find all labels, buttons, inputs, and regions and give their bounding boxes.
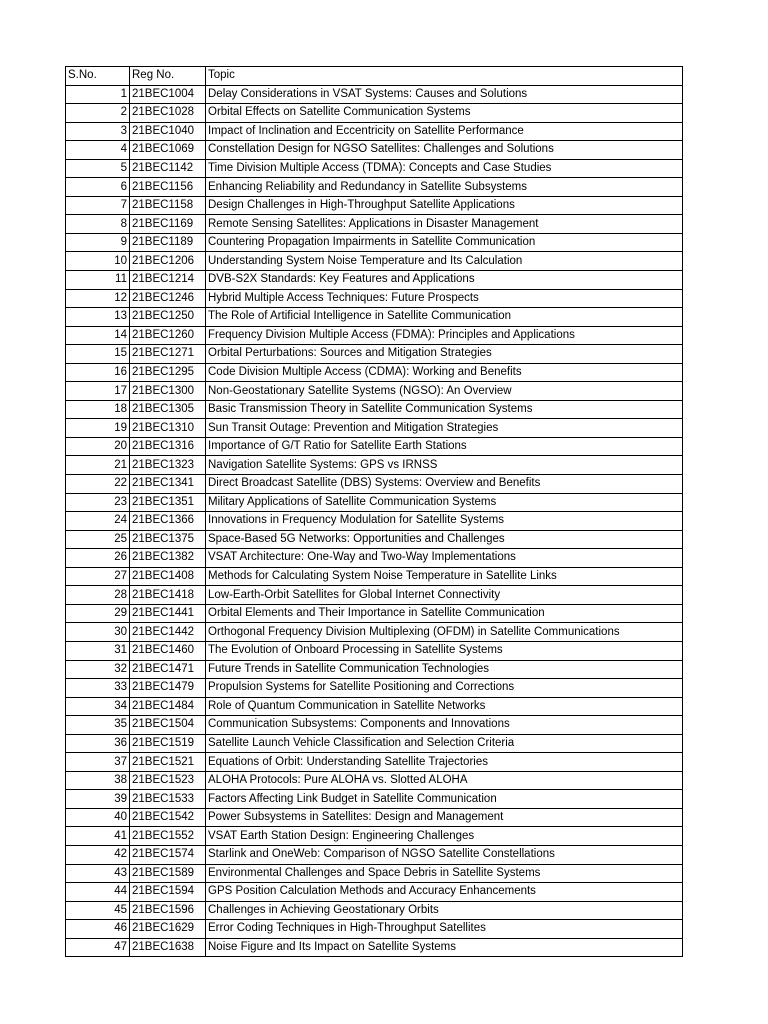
header-topic: Topic [206,67,683,86]
cell-topic: VSAT Architecture: One-Way and Two-Way Implementations [206,549,683,568]
cell-reg-no: 21BEC1408 [130,567,206,586]
cell-topic: Constellation Design for NGSO Satellites: Challenges and Solutions [206,141,683,160]
cell-sno: 21 [66,456,130,475]
cell-reg-no: 21BEC1028 [130,104,206,123]
cell-topic: Delay Considerations in VSAT Systems: Causes and Solutions [206,85,683,104]
cell-sno: 40 [66,808,130,827]
cell-topic: Future Trends in Satellite Communication Technologies [206,660,683,679]
cell-reg-no: 21BEC1206 [130,252,206,271]
cell-reg-no: 21BEC1521 [130,753,206,772]
cell-sno: 29 [66,604,130,623]
cell-reg-no: 21BEC1214 [130,271,206,290]
cell-reg-no: 21BEC1484 [130,697,206,716]
cell-topic: Sun Transit Outage: Prevention and Mitigation Strategies [206,419,683,438]
cell-sno: 22 [66,475,130,494]
cell-sno: 6 [66,178,130,197]
cell-sno: 45 [66,901,130,920]
cell-sno: 10 [66,252,130,271]
cell-reg-no: 21BEC1479 [130,679,206,698]
table-row [66,437,683,456]
cell-reg-no: 21BEC1142 [130,159,206,178]
cell-sno: 42 [66,845,130,864]
table-row [66,271,683,290]
cell-reg-no: 21BEC1351 [130,493,206,512]
cell-reg-no: 21BEC1629 [130,920,206,939]
cell-sno: 37 [66,753,130,772]
cell-reg-no: 21BEC1442 [130,623,206,642]
cell-sno: 8 [66,215,130,234]
cell-reg-no: 21BEC1504 [130,716,206,735]
table-row [66,808,683,827]
cell-topic: Innovations in Frequency Modulation for Satellite Systems [206,512,683,531]
cell-reg-no: 21BEC1382 [130,549,206,568]
table-row [66,104,683,123]
cell-topic: Orbital Effects on Satellite Communication Systems [206,104,683,123]
cell-reg-no: 21BEC1341 [130,475,206,494]
cell-topic: Impact of Inclination and Eccentricity on Satellite Performance [206,122,683,141]
table-row [66,567,683,586]
cell-topic: Direct Broadcast Satellite (DBS) Systems: Overview and Benefits [206,475,683,494]
cell-reg-no: 21BEC1596 [130,901,206,920]
cell-reg-no: 21BEC1519 [130,734,206,753]
table-row [66,734,683,753]
table-row [66,326,683,345]
cell-topic: Enhancing Reliability and Redundancy in Satellite Subsystems [206,178,683,197]
table-row [66,141,683,160]
cell-topic: Orthogonal Frequency Division Multiplexing (OFDM) in Satellite Communications [206,623,683,642]
cell-sno: 17 [66,382,130,401]
cell-reg-no: 21BEC1295 [130,363,206,382]
cell-reg-no: 21BEC1300 [130,382,206,401]
cell-sno: 46 [66,920,130,939]
cell-topic: Importance of G/T Ratio for Satellite Earth Stations [206,437,683,456]
table-row [66,604,683,623]
table-row [66,493,683,512]
cell-sno: 33 [66,679,130,698]
cell-sno: 25 [66,530,130,549]
cell-reg-no: 21BEC1323 [130,456,206,475]
table-row [66,753,683,772]
cell-reg-no: 21BEC1310 [130,419,206,438]
cell-reg-no: 21BEC1418 [130,586,206,605]
cell-topic: The Role of Artificial Intelligence in Satellite Communication [206,308,683,327]
cell-topic: ALOHA Protocols: Pure ALOHA vs. Slotted ALOHA [206,771,683,790]
cell-topic: Time Division Multiple Access (TDMA): Concepts and Case Studies [206,159,683,178]
cell-reg-no: 21BEC1542 [130,808,206,827]
cell-sno: 27 [66,567,130,586]
cell-topic: Design Challenges in High-Throughput Satellite Applications [206,196,683,215]
header-row [66,67,683,86]
cell-sno: 1 [66,85,130,104]
cell-topic: Communication Subsystems: Components and Innovations [206,716,683,735]
cell-topic: Satellite Launch Vehicle Classification and Selection Criteria [206,734,683,753]
table-row [66,697,683,716]
cell-reg-no: 21BEC1156 [130,178,206,197]
table-row [66,196,683,215]
table-row [66,512,683,531]
cell-sno: 5 [66,159,130,178]
cell-reg-no: 21BEC1189 [130,233,206,252]
table-row [66,252,683,271]
cell-sno: 19 [66,419,130,438]
cell-reg-no: 21BEC1441 [130,604,206,623]
cell-reg-no: 21BEC1246 [130,289,206,308]
table-row [66,641,683,660]
cell-topic: Basic Transmission Theory in Satellite Communication Systems [206,400,683,419]
table-row [66,400,683,419]
cell-sno: 41 [66,827,130,846]
cell-topic: Role of Quantum Communication in Satellite Networks [206,697,683,716]
table-row [66,178,683,197]
table-row [66,920,683,939]
cell-reg-no: 21BEC1523 [130,771,206,790]
cell-topic: Space-Based 5G Networks: Opportunities and Challenges [206,530,683,549]
cell-topic: Orbital Elements and Their Importance in Satellite Communication [206,604,683,623]
cell-sno: 12 [66,289,130,308]
cell-sno: 30 [66,623,130,642]
table-row [66,215,683,234]
table-row [66,716,683,735]
cell-sno: 7 [66,196,130,215]
table-row [66,827,683,846]
cell-sno: 34 [66,697,130,716]
cell-topic: Code Division Multiple Access (CDMA): Working and Benefits [206,363,683,382]
table-body [66,85,683,957]
cell-reg-no: 21BEC1574 [130,845,206,864]
cell-topic: Understanding System Noise Temperature and Its Calculation [206,252,683,271]
cell-reg-no: 21BEC1316 [130,437,206,456]
cell-topic: Propulsion Systems for Satellite Positioning and Corrections [206,679,683,698]
table-row [66,233,683,252]
table-row [66,308,683,327]
cell-sno: 3 [66,122,130,141]
cell-topic: Factors Affecting Link Budget in Satellite Communication [206,790,683,809]
table-row [66,771,683,790]
table-row [66,864,683,883]
cell-reg-no: 21BEC1158 [130,196,206,215]
cell-reg-no: 21BEC1004 [130,85,206,104]
table-row [66,159,683,178]
cell-topic: Non-Geostationary Satellite Systems (NGSO): An Overview [206,382,683,401]
table-row [66,363,683,382]
table-row [66,549,683,568]
cell-sno: 39 [66,790,130,809]
table-row [66,456,683,475]
cell-topic: Equations of Orbit: Understanding Satellite Trajectories [206,753,683,772]
cell-sno: 13 [66,308,130,327]
table-row [66,790,683,809]
cell-sno: 14 [66,326,130,345]
cell-sno: 44 [66,883,130,902]
cell-topic: Frequency Division Multiple Access (FDMA): Principles and Applications [206,326,683,345]
cell-sno: 38 [66,771,130,790]
cell-topic: The Evolution of Onboard Processing in Satellite Systems [206,641,683,660]
cell-sno: 16 [66,363,130,382]
table-row [66,289,683,308]
cell-topic: Power Subsystems in Satellites: Design and Management [206,808,683,827]
cell-sno: 32 [66,660,130,679]
table-row [66,901,683,920]
cell-topic: Navigation Satellite Systems: GPS vs IRNSS [206,456,683,475]
cell-reg-no: 21BEC1638 [130,938,206,957]
cell-topic: Hybrid Multiple Access Techniques: Future Prospects [206,289,683,308]
cell-reg-no: 21BEC1552 [130,827,206,846]
cell-reg-no: 21BEC1069 [130,141,206,160]
cell-reg-no: 21BEC1589 [130,864,206,883]
cell-sno: 26 [66,549,130,568]
table-row [66,419,683,438]
table-row [66,85,683,104]
cell-reg-no: 21BEC1460 [130,641,206,660]
table-row [66,475,683,494]
cell-sno: 11 [66,271,130,290]
cell-sno: 18 [66,400,130,419]
cell-reg-no: 21BEC1366 [130,512,206,531]
table-row [66,660,683,679]
cell-reg-no: 21BEC1375 [130,530,206,549]
cell-topic: Methods for Calculating System Noise Temperature in Satellite Links [206,567,683,586]
cell-topic: GPS Position Calculation Methods and Accuracy Enhancements [206,883,683,902]
cell-sno: 4 [66,141,130,160]
cell-topic: Remote Sensing Satellites: Applications in Disaster Management [206,215,683,234]
cell-reg-no: 21BEC1305 [130,400,206,419]
cell-sno: 28 [66,586,130,605]
cell-sno: 47 [66,938,130,957]
cell-topic: Noise Figure and Its Impact on Satellite Systems [206,938,683,957]
cell-sno: 2 [66,104,130,123]
cell-sno: 23 [66,493,130,512]
cell-reg-no: 21BEC1260 [130,326,206,345]
cell-sno: 15 [66,345,130,364]
cell-topic: Military Applications of Satellite Communication Systems [206,493,683,512]
table-row [66,345,683,364]
cell-topic: VSAT Earth Station Design: Engineering Challenges [206,827,683,846]
cell-sno: 9 [66,233,130,252]
cell-reg-no: 21BEC1594 [130,883,206,902]
cell-topic: Starlink and OneWeb: Comparison of NGSO Satellite Constellations [206,845,683,864]
header-sno: S.No. [66,67,130,86]
cell-sno: 36 [66,734,130,753]
cell-topic: Environmental Challenges and Space Debris in Satellite Systems [206,864,683,883]
cell-topic: Countering Propagation Impairments in Satellite Communication [206,233,683,252]
table-row [66,122,683,141]
cell-reg-no: 21BEC1250 [130,308,206,327]
cell-topic: DVB-S2X Standards: Key Features and Applications [206,271,683,290]
cell-topic: Orbital Perturbations: Sources and Mitigation Strategies [206,345,683,364]
table-row [66,382,683,401]
cell-reg-no: 21BEC1169 [130,215,206,234]
cell-topic: Error Coding Techniques in High-Throughput Satellites [206,920,683,939]
cell-reg-no: 21BEC1040 [130,122,206,141]
table-row [66,679,683,698]
cell-sno: 35 [66,716,130,735]
table-row [66,586,683,605]
cell-reg-no: 21BEC1271 [130,345,206,364]
header-reg-no: Reg No. [130,67,206,86]
table-row [66,845,683,864]
table-row [66,623,683,642]
table-row [66,883,683,902]
cell-sno: 20 [66,437,130,456]
cell-sno: 31 [66,641,130,660]
cell-sno: 43 [66,864,130,883]
table-row [66,530,683,549]
table-row [66,938,683,957]
topic-assignment-table [65,66,683,957]
cell-sno: 24 [66,512,130,531]
cell-reg-no: 21BEC1533 [130,790,206,809]
cell-topic: Low-Earth-Orbit Satellites for Global Internet Connectivity [206,586,683,605]
cell-topic: Challenges in Achieving Geostationary Orbits [206,901,683,920]
cell-reg-no: 21BEC1471 [130,660,206,679]
